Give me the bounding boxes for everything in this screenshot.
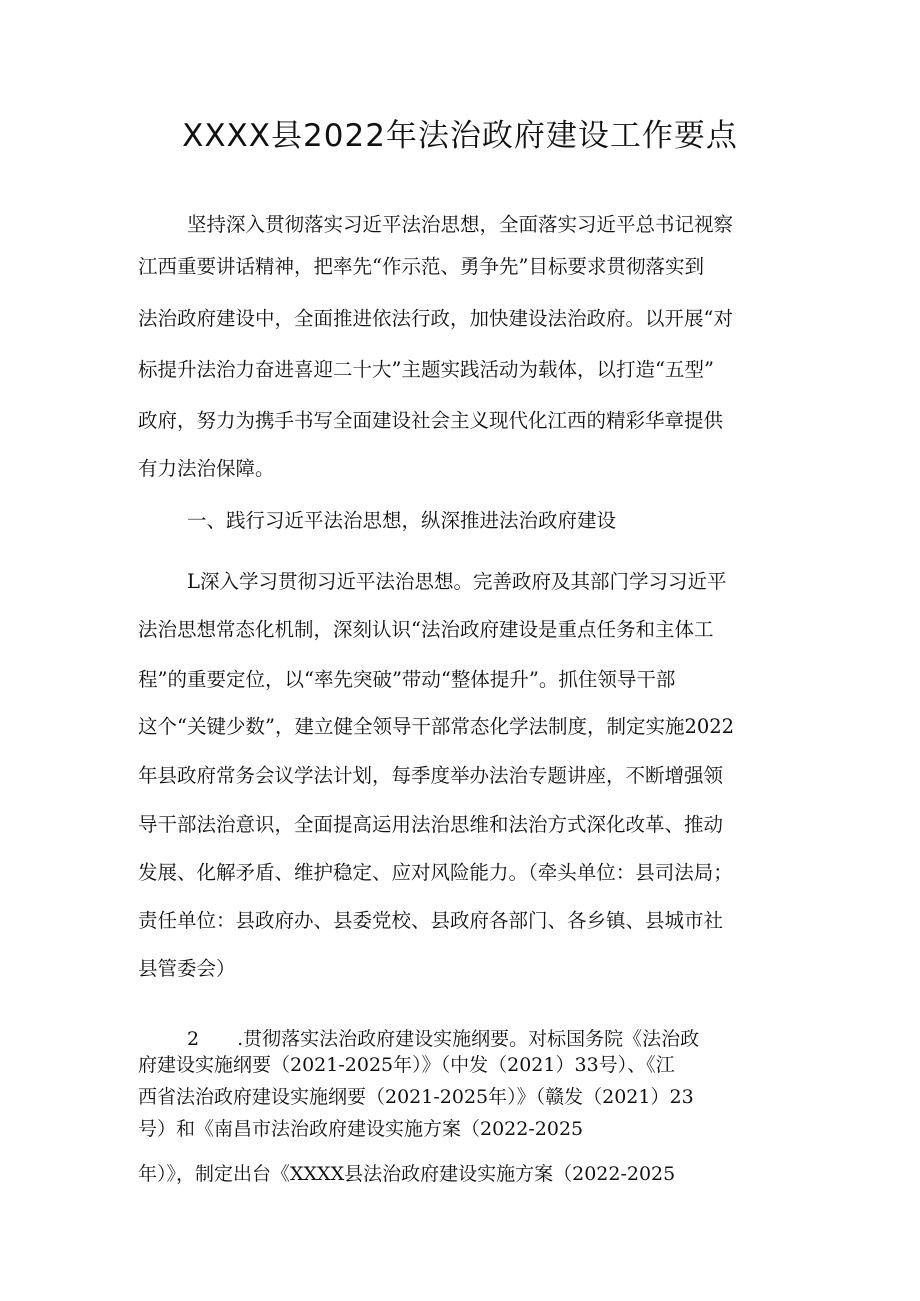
paragraph-line: 西省法治政府建设实施纲要（2021-2025年）》（赣发（2021）23: [138, 1086, 694, 1108]
paragraph-line: 县管委会）: [138, 957, 236, 980]
paragraph-line: 标提升法治力奋进喜迎二十大”主题实践活动为载体，以打造“五型”: [138, 358, 714, 381]
paragraph-line: 江西重要讲话精神，把率先“作示范、勇争先”目标要求贯彻落实到: [138, 255, 704, 278]
paragraph-line: 法治政府建设中，全面推进依法行政，加快建设法治政府。以开展“对: [138, 307, 733, 330]
paragraph-line: 年）》，制定出台《XXXX县法治政府建设实施方案（2022-2025: [138, 1163, 676, 1185]
paragraph-line: 这个“关键少数”，建立健全领导干部常态化学法制度，制定实施2022: [138, 715, 735, 738]
paragraph-line: 发展、化解矛盾、维护稳定、应对风险能力。（牵头单位：县司法局；: [138, 861, 733, 884]
paragraph-line: 责任单位：县政府办、县委党校、县政府各部门、各乡镇、县城市社: [138, 909, 724, 932]
paragraph-line: 有力法治保障。: [138, 457, 275, 480]
document-title: XXXX县2022年法治政府建设工作要点: [182, 118, 738, 154]
paragraph-line: 2 .贯彻落实法治政府建设实施纲要。对标国务院《法治政: [187, 1028, 700, 1050]
section-heading: 一、践行习近平法治思想，纵深推进法治政府建设: [187, 509, 617, 532]
paragraph-line: 导干部法治意识，全面提高运用法治思维和法治方式深化改革、推动: [138, 813, 724, 836]
paragraph-line: 府建设实施纲要（2021-2025年）》（中发（2021）33号）、《江: [138, 1054, 675, 1076]
paragraph-line: 政府，努力为携手书写全面建设社会主义现代化江西的精彩华章提供: [138, 409, 724, 432]
paragraph-line: 法治思想常态化机制，深刻认识“法治政府建设是重点任务和主体工: [138, 618, 714, 641]
paragraph-line: 年县政府常务会议学法计划，每季度举办法治专题讲座，不断增强领: [138, 764, 724, 787]
paragraph-line: 程”的重要定位，以“率先突破”带动“整体提升”。抓住领导干部: [138, 668, 676, 691]
paragraph-line: 坚持深入贯彻落实习近平法治思想，全面落实习近平总书记视察: [187, 213, 734, 236]
paragraph-line: L深入学习贯彻习近平法治思想。完善政府及其部门学习习近平: [187, 570, 727, 593]
paragraph-line: 号）和《南昌市法治政府建设实施方案（2022-2025: [138, 1118, 584, 1140]
